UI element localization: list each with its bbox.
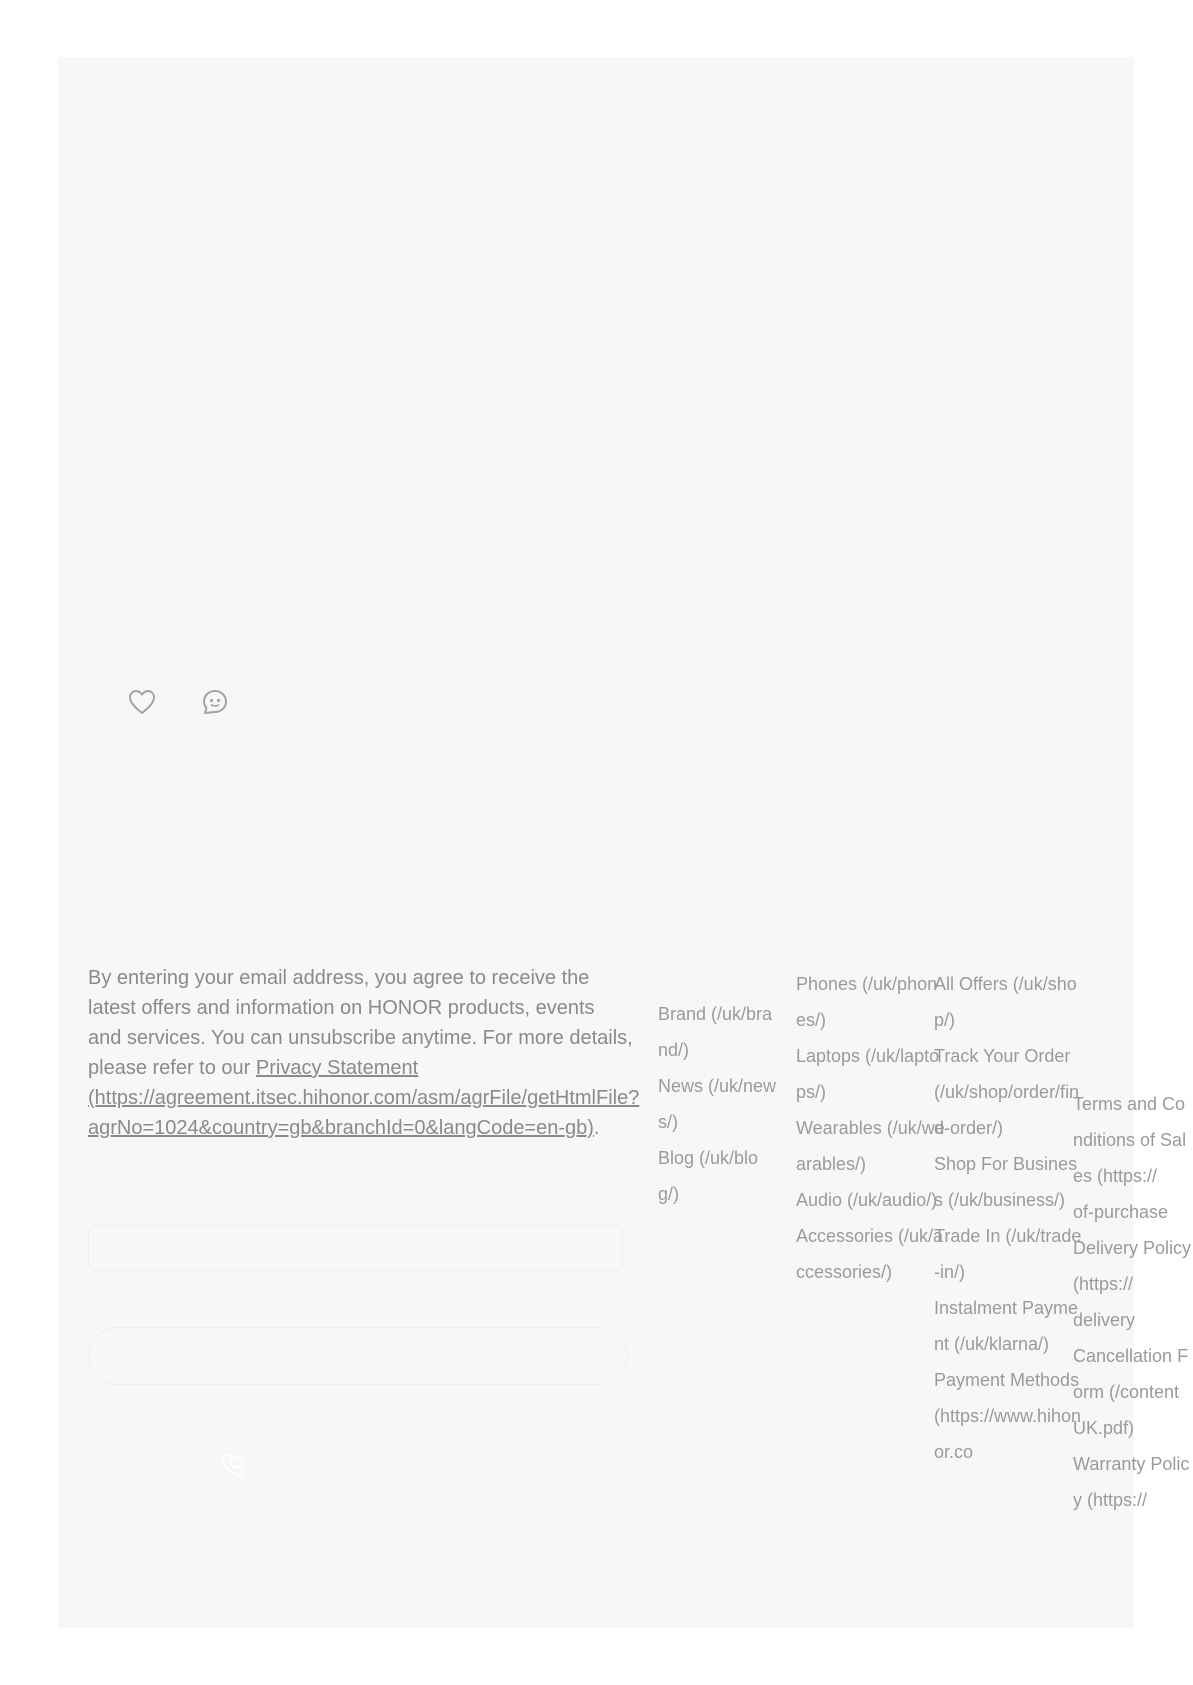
footer-link-delivery-cont[interactable]: delivery [1073,1310,1136,1330]
newsletter-period: . [593,1117,600,1139]
heart-icon[interactable] [127,687,157,717]
footer-column-shop [934,966,1084,1470]
subscribe-button[interactable] [88,1327,628,1385]
footer-column-about [658,996,778,1212]
footer-link-accessories[interactable]: Accessories (/uk/accessories/) [796,1226,944,1282]
footer-link-phones[interactable]: Phones (/uk/phones/) [796,974,938,1030]
footer-link-instalment[interactable]: Instalment Payment (/uk/klarna/) [934,1298,1079,1354]
footer-link-audio[interactable]: Audio (/uk/audio/) [796,1190,938,1210]
footer-link-laptops[interactable]: Laptops (/uk/laptops/) [796,1046,940,1102]
footer-link-trade-in[interactable]: Trade In (/uk/trade-in/) [934,1226,1082,1282]
footer-link-cancellation-cont[interactable]: UK.pdf) [1073,1418,1135,1438]
footer-link-payment-methods[interactable]: Payment Methods (https://www.hihonor.co [934,1370,1082,1462]
footer-link-blog[interactable]: Blog (/uk/blog/) [658,1148,759,1204]
footer-column-policies [1073,1086,1193,1518]
footer-link-news[interactable]: News (/uk/news/) [658,1076,777,1132]
footer-column-products [796,966,946,1290]
footer-link-terms-cont[interactable]: of-purchase [1073,1202,1169,1222]
footer-link-business[interactable]: Shop For Business (/uk/business/) [934,1154,1078,1210]
footer-link-delivery[interactable]: Delivery Policy (https:// [1073,1238,1192,1294]
footer-link-brand[interactable]: Brand (/uk/brand/) [658,1004,773,1060]
email-input[interactable] [88,1225,623,1271]
page-container [58,57,1192,1628]
footer-link-terms[interactable]: Terms and Conditions of Sales (https:// [1073,1094,1187,1186]
newsletter-consent-text [88,963,640,1143]
chat-icon[interactable] [200,687,230,717]
footer-link-track-order[interactable]: Track Your Order (/uk/shop/order/find-order/) [934,1046,1080,1138]
footer-link-wearables[interactable]: Wearables (/uk/wearables/) [796,1118,945,1174]
footer-link-all-offers[interactable]: All Offers (/uk/shop/) [934,974,1077,1030]
footer-link-cancellation[interactable]: Cancellation Form (/content [1073,1346,1189,1402]
phone-icon[interactable] [218,1450,248,1480]
newsletter-consent-body: By entering your email address, you agree to receive the latest offers and information on HONOR products, events and services. You can unsubscribe anytime. For more details, please refer to our [88,967,633,1079]
privacy-statement-link[interactable]: Privacy Statement (https://agreement.itsec.hihonor.com/asm/agrFile/getHtmlFile?agrNo=1024&country=gb&branchId=0&langCode=en-gb) [88,1057,640,1139]
footer-link-warranty[interactable]: Warranty Policy (https:// [1073,1454,1190,1510]
